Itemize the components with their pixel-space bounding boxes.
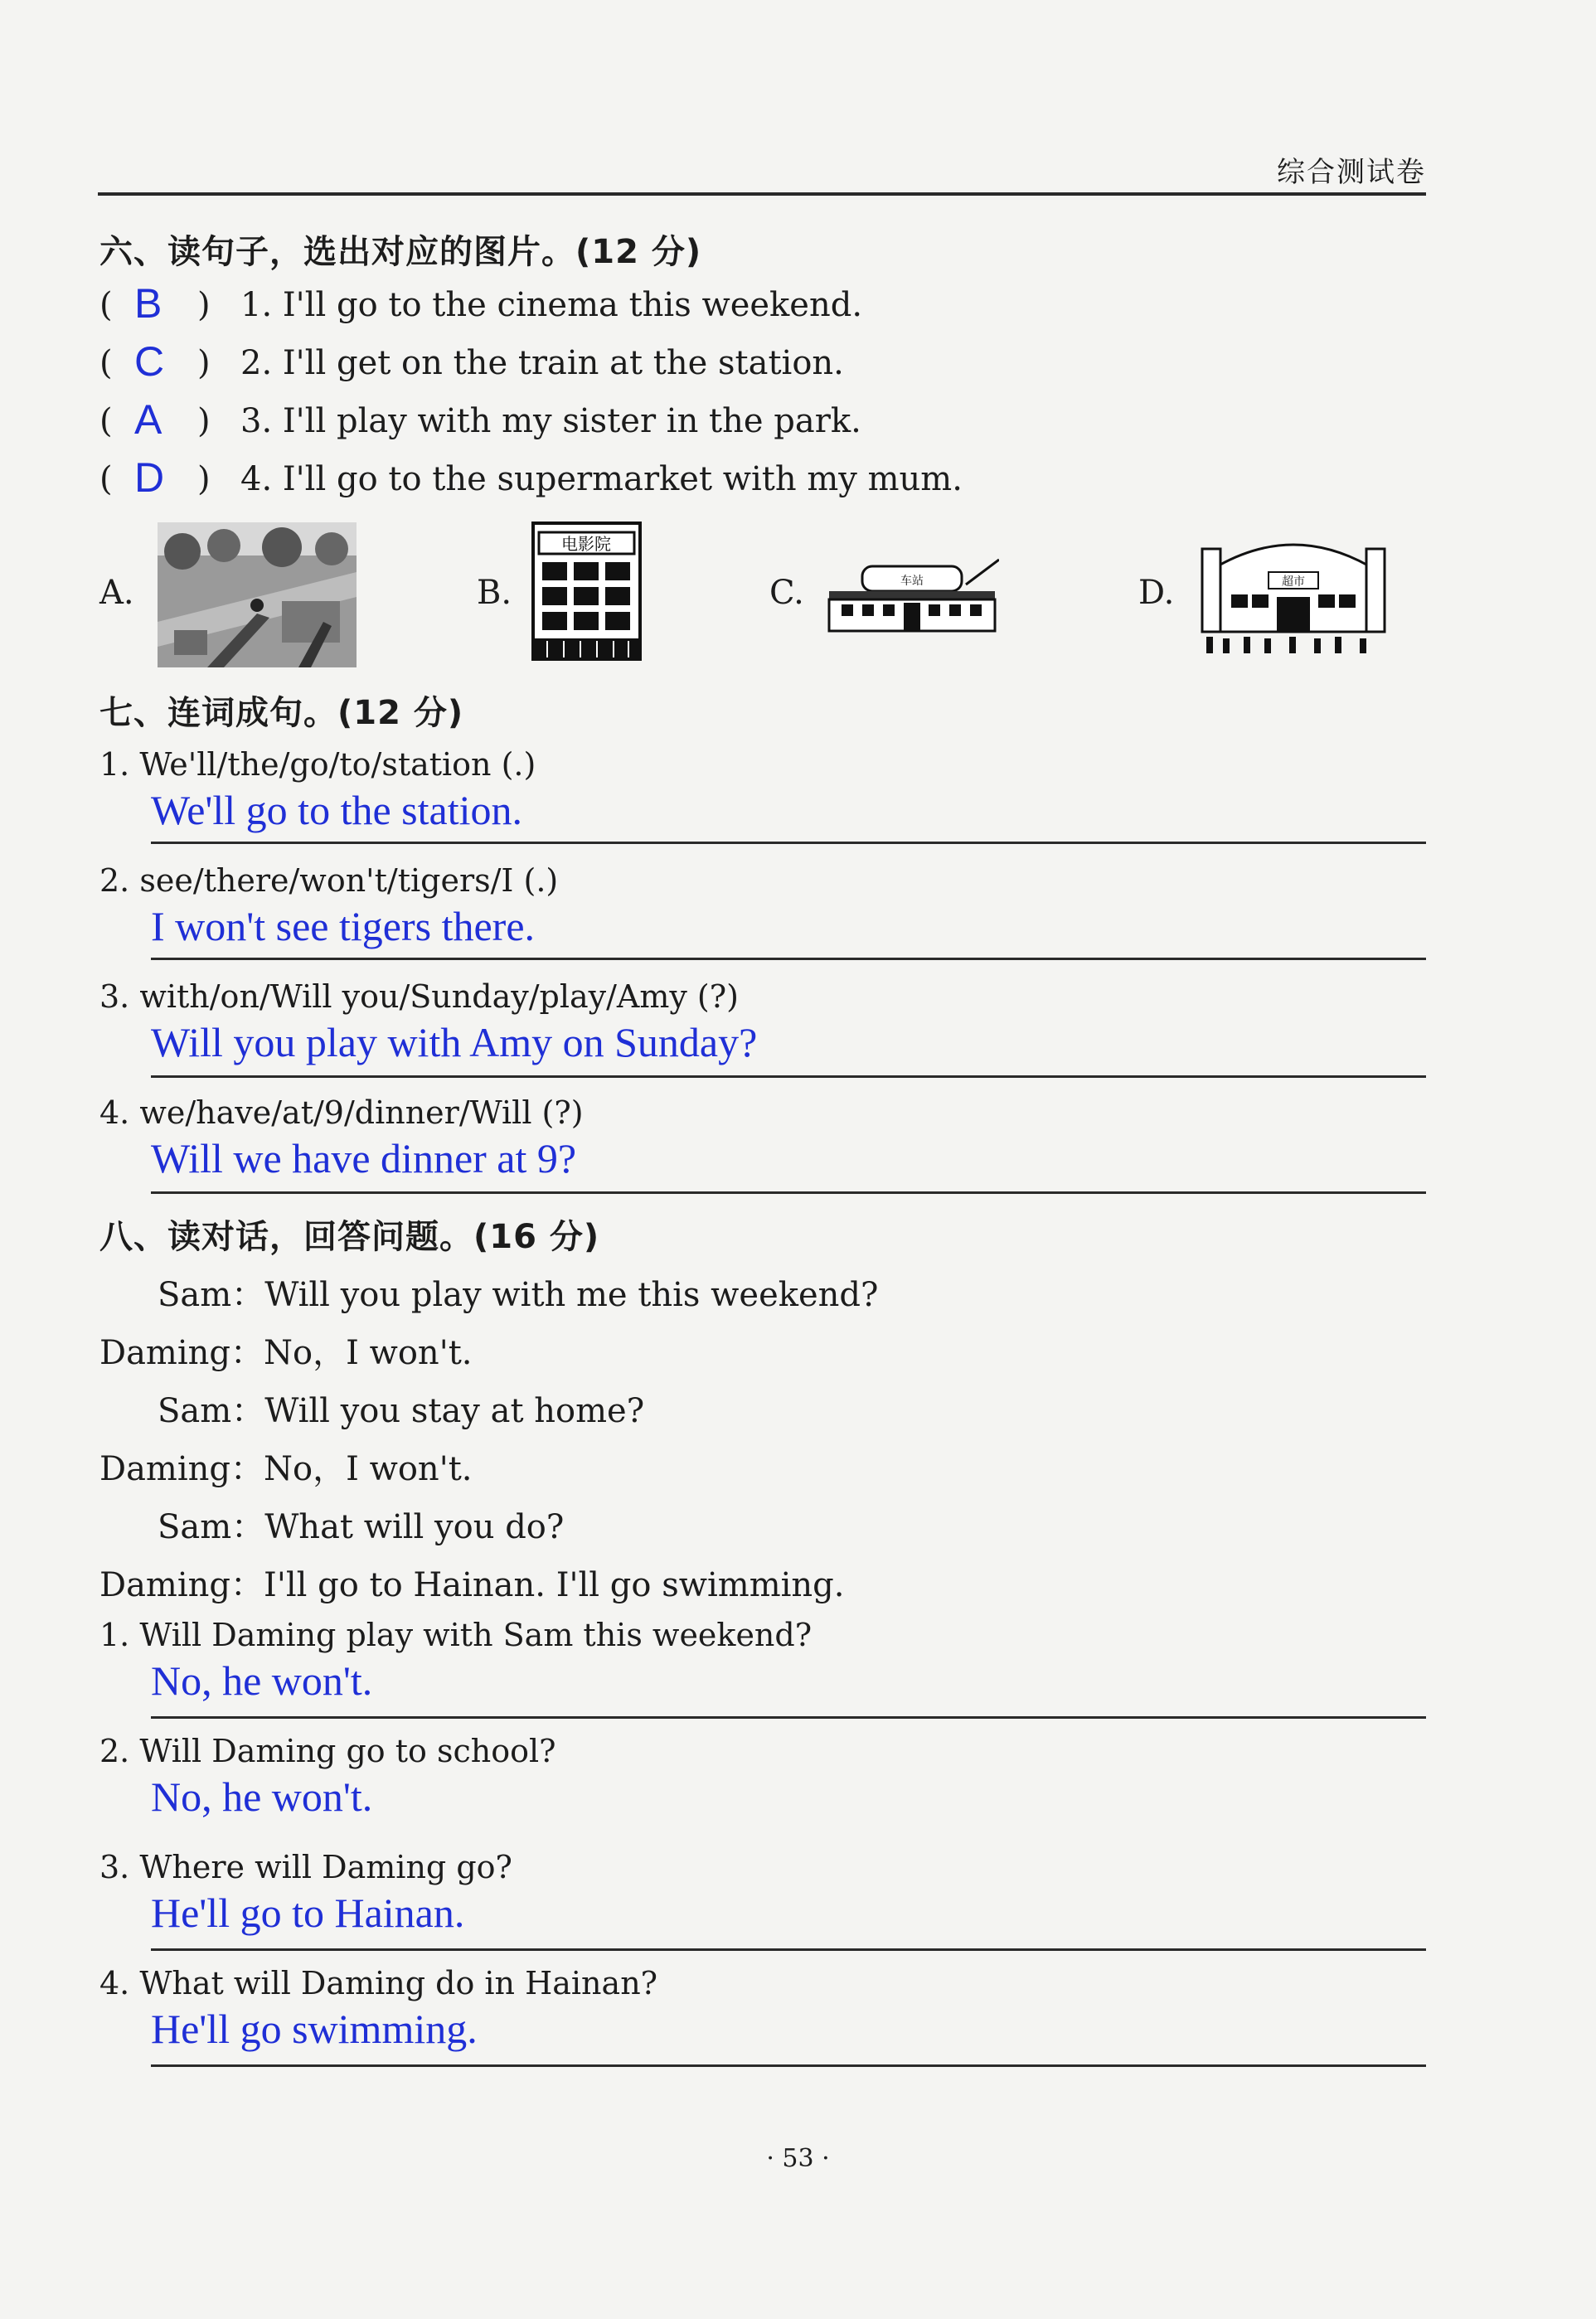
speaker: Sam： xyxy=(158,1392,265,1430)
speaker: Daming： xyxy=(99,1334,264,1372)
s6-sentence-4: 4. I'll go to the supermarket with my mum. xyxy=(240,460,963,498)
answer-line xyxy=(151,1191,1426,1194)
answer-paren: ( A ) xyxy=(99,396,211,443)
s6-item-3 xyxy=(99,396,861,443)
s6-sentence-3: 3. I'll play with my sister in the park. xyxy=(240,402,861,440)
cinema-illustration-icon xyxy=(531,521,643,662)
supermarket-illustration-icon xyxy=(1198,532,1389,657)
s8-question-4: 4. What will Daming do in Hainan? xyxy=(99,1965,658,2001)
answer-paren: ( D ) xyxy=(99,454,211,501)
picture-label-c: C. xyxy=(769,574,804,612)
s7-answer-2: I won't see tigers there. xyxy=(151,903,536,949)
picture-label-d: D. xyxy=(1138,574,1175,612)
s8-question-3: 3. Where will Daming go? xyxy=(99,1849,512,1885)
answer-paren: ( C ) xyxy=(99,338,211,385)
speaker: Daming： xyxy=(99,1450,264,1488)
dialogue-line-3: Sam：Will you stay at home? xyxy=(158,1385,644,1432)
svg-text:电影院: 电影院 xyxy=(561,534,611,554)
dialogue-line-2: Daming：No，I won't. xyxy=(99,1327,472,1374)
s7-answer-4: Will we have dinner at 9? xyxy=(151,1135,577,1181)
s8-answer-1: No, he won't. xyxy=(151,1657,373,1704)
answer-paren: ( B ) xyxy=(99,280,211,327)
answer-line xyxy=(151,1075,1426,1078)
speaker: Daming： xyxy=(99,1566,264,1604)
answer-line xyxy=(151,1716,1426,1719)
picture-label-b: B. xyxy=(477,574,512,612)
s7-prompt-4: 4. we/have/at/9/dinner/Will (?) xyxy=(99,1094,584,1131)
section-8-title: 八、读对话，回答问题。(16 分) xyxy=(99,1218,600,1256)
dialogue-line-1: Sam：Will you play with me this weekend? xyxy=(158,1269,878,1316)
header-title: 综合测试卷 xyxy=(1277,156,1426,189)
s6-sentence-2: 2. I'll get on the train at the station. xyxy=(240,344,844,382)
header-rule xyxy=(98,192,1426,196)
speaker: Sam： xyxy=(158,1508,265,1546)
s6-answer-3: A xyxy=(134,396,163,443)
s8-answer-2: No, he won't. xyxy=(151,1773,373,1820)
s6-answer-1: B xyxy=(134,280,163,327)
section-6-title: 六、读句子，选出对应的图片。(12 分) xyxy=(99,233,702,271)
s6-sentence-1: 1. I'll go to the cinema this weekend. xyxy=(240,286,863,324)
train-station-illustration-icon xyxy=(825,551,999,634)
s8-answer-3: He'll go to Hainan. xyxy=(151,1890,465,1936)
dialogue-line-6: Daming：I'll go to Hainan. I'll go swimming. xyxy=(99,1559,845,1606)
dialogue-line-4: Daming：No，I won't. xyxy=(99,1443,472,1490)
answer-line xyxy=(151,958,1426,960)
s7-answer-1: We'll go to the station. xyxy=(151,787,522,833)
section-7-title: 七、连词成句。(12 分) xyxy=(99,694,464,732)
speaker: Sam： xyxy=(158,1276,265,1314)
s6-answer-2: C xyxy=(134,338,165,385)
picture-label-a: A. xyxy=(99,574,134,612)
svg-text:超市: 超市 xyxy=(1282,575,1305,589)
answer-line xyxy=(151,2064,1426,2067)
s6-item-2 xyxy=(99,338,844,385)
s6-answer-4: D xyxy=(134,454,165,501)
s8-question-2: 2. Will Daming go to school? xyxy=(99,1733,556,1769)
answer-line xyxy=(151,1948,1426,1951)
s8-answer-4: He'll go swimming. xyxy=(151,2006,478,2052)
s7-prompt-1: 1. We'll/the/go/to/station (.) xyxy=(99,746,536,783)
s7-prompt-2: 2. see/there/won't/tigers/I (.) xyxy=(99,862,559,899)
dialogue-line-5: Sam：What will you do? xyxy=(158,1501,564,1548)
s6-item-4 xyxy=(99,454,963,501)
s8-question-1: 1. Will Daming play with Sam this weekend? xyxy=(99,1617,813,1653)
park-illustration-icon xyxy=(158,522,357,667)
svg-text:车站: 车站 xyxy=(900,575,924,588)
answer-line xyxy=(151,842,1426,844)
s7-prompt-3: 3. with/on/Will you/Sunday/play/Amy (?) xyxy=(99,978,739,1015)
s7-answer-3: Will you play with Amy on Sunday? xyxy=(151,1019,758,1065)
s6-item-1 xyxy=(99,280,863,327)
page-number: · 53 · xyxy=(766,2144,830,2173)
